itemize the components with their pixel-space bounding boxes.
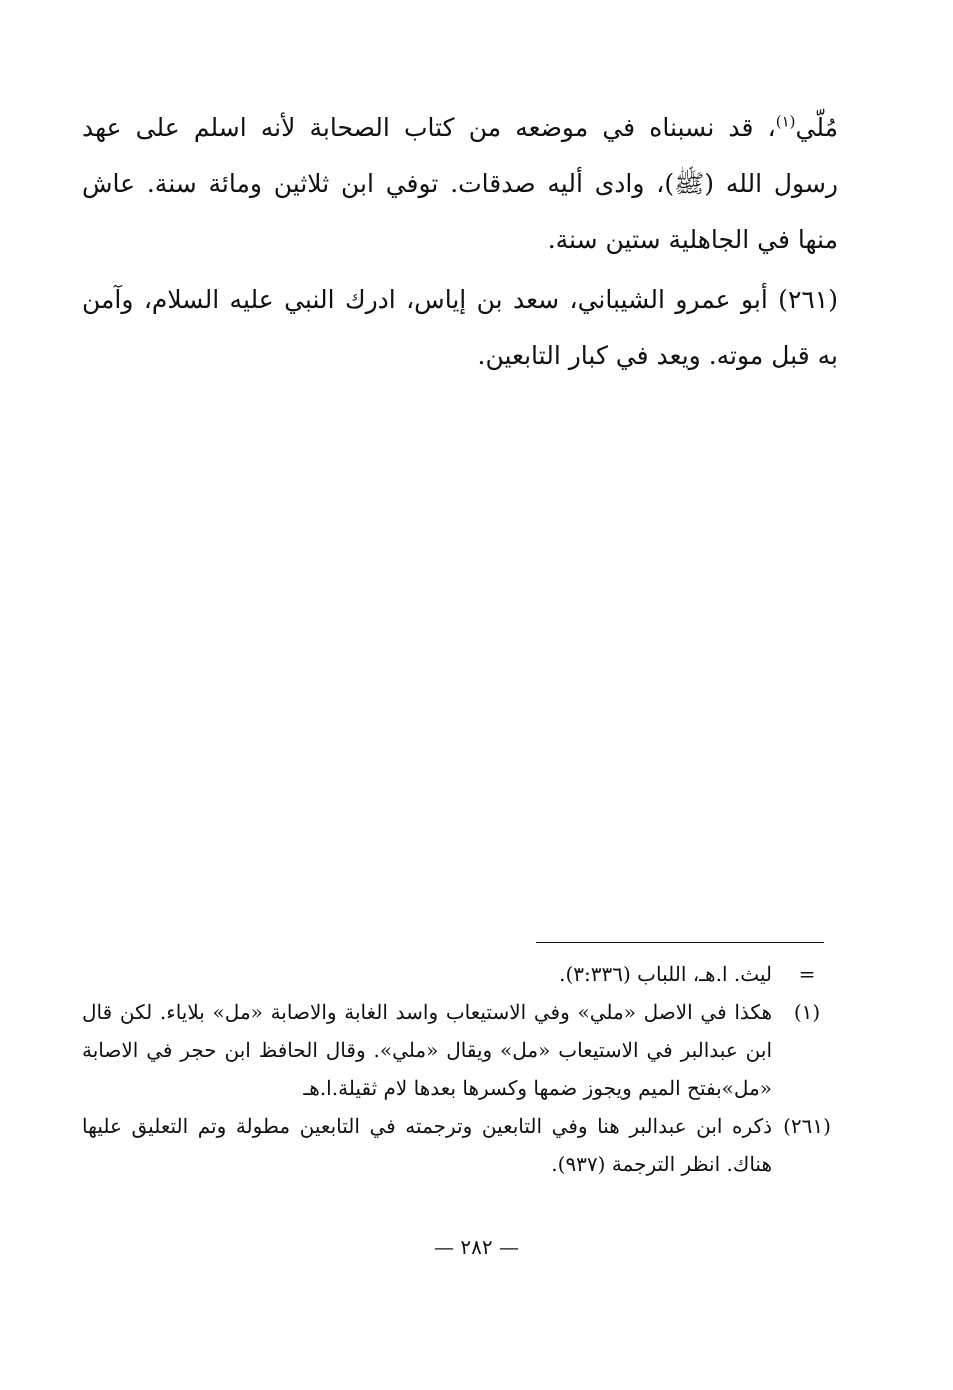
paragraph-text: ، قد نسبناه في موضعه من كتاب الصحابة لأنه اسلم على عهد رسول الله (ﷺ)، وادى أليه صدقات. توفي ابن ثلاثين ومائة سنة. عاش منها في الجاهلية ستين سنة. xyxy=(82,113,838,254)
footnote-text: هكذا في الاصل «ملي» وفي الاستيعاب واسد الغابة والاصابة «مل» بلاياء. لكن قال ابن عبدالبر في الاستيعاب «مل» ويقال «ملي». وقال الحافظ ابن حجر في الاصابة «مل»بفتح الميم ويجوز ضمها وكسرها بعدها لام ثقيلة.ا.هـ xyxy=(82,1000,772,1100)
page-number: — ٢٨٢ — xyxy=(434,1235,519,1259)
footnote-divider xyxy=(536,942,824,943)
main-text xyxy=(82,100,838,388)
entry-name: مُلّي xyxy=(795,113,838,142)
footnote-reference[interactable]: (١) xyxy=(775,112,796,131)
paragraph-text: (٢٦١) أبو عمرو الشيباني، سعد بن إياس، ادرك النبي عليه السلام، وآمن به قبل موته. ويعد في كبار التابعين. xyxy=(82,285,838,370)
paragraph-entry-1 xyxy=(82,100,838,268)
footnote-1 xyxy=(82,993,842,1107)
paragraph-entry-261 xyxy=(82,272,838,384)
footnote-marker: = xyxy=(798,962,816,986)
footnote-text: ليث. ا.هـ، اللباب (٣:٣٣٦). xyxy=(559,962,772,986)
footnote-continuation xyxy=(82,955,842,993)
footnotes xyxy=(82,955,842,1183)
footnote-marker: (١) xyxy=(793,1000,821,1024)
footnote-marker: (٢٦١) xyxy=(783,1114,831,1138)
footnote-261 xyxy=(82,1107,842,1183)
footnote-text: ذكره ابن عبدالبر هنا وفي التابعين وترجمته في التابعين مطولة وتم التعليق عليها هناك. انظر الترجمة (٩٣٧). xyxy=(82,1114,772,1176)
